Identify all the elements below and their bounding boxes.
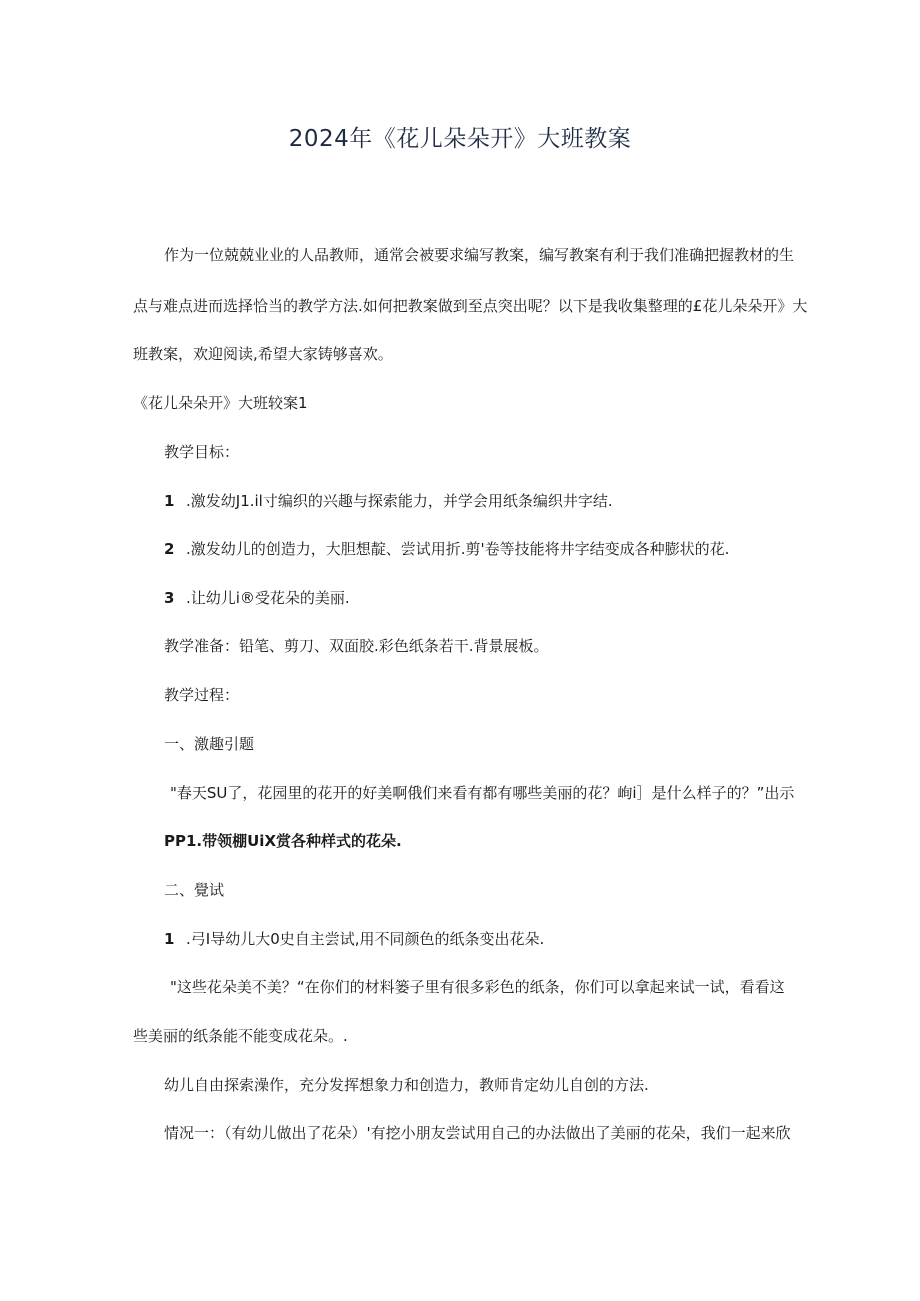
goal-number: 2 [164,540,175,558]
step2-quote-line-1: "这些花朵美不美？“在你们的材料篓子里有很多彩色的纸条，你们可以拿起来试一试，看看这 [170,978,785,996]
step2-heading: 二、覺试 [164,881,225,899]
process-label: 教学过程： [164,686,240,704]
goal-number: 3 [164,589,175,607]
step-text: .弓I导幼儿大0史自主尝试,用不同颜色的纸条变出花朵. [186,930,545,948]
goal-number: 1 [164,492,175,510]
goal-item-1 [164,491,613,511]
step-number: 1 [164,930,175,948]
goal-text: .激发幼J1.il寸编织的兴趣与探索能力，并学会用纸条编织井字结. [186,492,613,510]
section-heading: 《花儿朵朵开》大班较案1 [133,394,308,412]
goal-item-2 [164,539,729,559]
free-explore-paragraph: 幼儿自由探索澡作，充分发挥想象力和创造力，教师肯定幼儿自创的方法. [164,1076,649,1094]
step1-line-2: PP1.带领棚UiX赏各种样式的花朵. [164,832,402,850]
intro-line-2: 点与难点进而选择恰当的教学方法.如何把教案做到至点突出呢？以下是我收集整理的£花儿朵朵开》大 [133,297,808,315]
step1-heading: 一、激趣引题 [164,735,255,753]
intro-line-1: 作为一位兢兢业业的人品教师，通常会被要求编写教案，编写教案有利于我们准确把握教材的生 [164,246,795,264]
teaching-prep: 教学准备：铅笔、剪刀、双面胶.彩色纸条若干.背景展板。 [164,637,549,655]
goal-item-3 [164,588,350,608]
step1-line-1: "春天SU了，花园里的花开的好美啊俄们来看有都有哪些美丽的花？峋i］是什么样子的？”出示 [170,784,795,802]
goal-text: .激发幼儿的创造力，大胆想靛、尝试用折.剪'卷等技能将井字结变成各种膨状的花. [186,540,730,558]
document-title: 2024年《花儿朵朵开》大班教案 [288,126,632,152]
intro-line-3: 班教案，欢迎阅读,希望大家铸够喜欢。 [133,345,393,363]
step2-quote-line-2: 些美丽的纸条能不能变成花朵。. [133,1027,348,1045]
situation-one-paragraph: 情况一：（有幼儿做出了花朵）'有挖小朋友尝试用自己的办法做出了美丽的花朵，我们一起来欣 [164,1124,791,1142]
goals-label: 教学目标： [164,443,240,461]
goal-text: .让幼儿i®受花朵的美丽. [186,589,350,607]
step2-item-1 [164,929,544,949]
